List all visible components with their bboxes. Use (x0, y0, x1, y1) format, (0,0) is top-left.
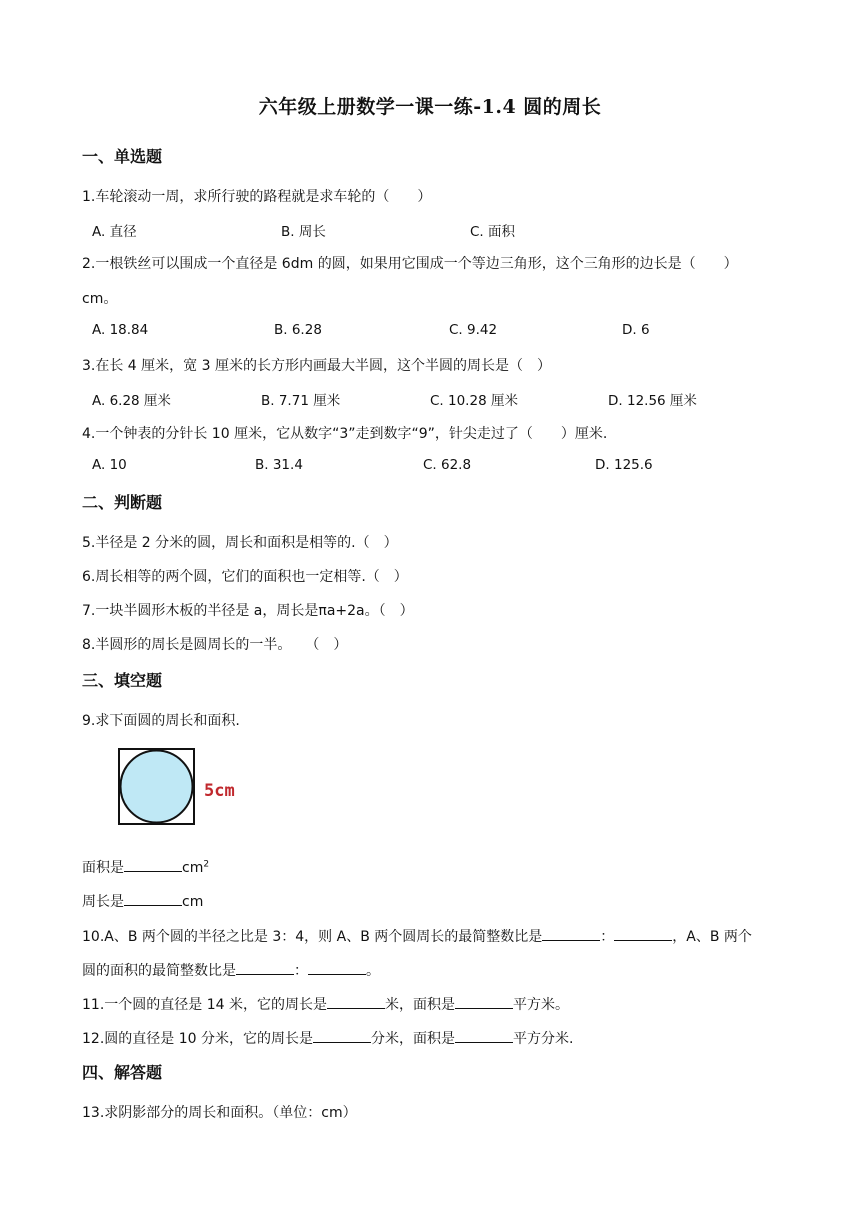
q4-option-b: B. 31.4 (255, 457, 303, 473)
question-8: 8.半圆形的周长是圆周长的一半。 （ ） (82, 637, 348, 653)
q12-blank-1[interactable] (313, 1030, 371, 1043)
question-2-cont: cm。 (82, 291, 118, 307)
q12-text-2: 分米，面积是 (370, 1031, 455, 1047)
question-13: 13.求阴影部分的周长和面积。（单位：cm） (82, 1105, 357, 1121)
q11-text-3: 平方米。 (512, 997, 569, 1013)
q12-text-3: 平方分米. (512, 1031, 574, 1047)
question-3: 3.在长 4 厘米，宽 3 厘米的长方形内画最大半圆，这个半圆的周长是（ ） (82, 358, 551, 374)
q3-option-d: D. 12.56 厘米 (608, 393, 697, 409)
q9-perimeter-unit: cm (182, 894, 204, 910)
q4-option-a: A. 10 (92, 457, 127, 473)
question-4: 4.一个钟表的分针长 10 厘米，它从数字“3”走到数字“9”，针尖走过了（ ）厘米. (82, 426, 608, 442)
q10-text-3: 圆的面积的最简整数比是 (82, 963, 236, 979)
section-heading-solve: 四、解答题 (82, 1063, 163, 1082)
question-5: 5.半径是 2 分米的圆，周长和面积是相等的.（ ） (82, 535, 398, 551)
q9-perimeter-line (82, 891, 203, 911)
q10-text-4: 。 (366, 963, 380, 979)
q9-area-unit-sup: 2 (203, 859, 210, 870)
question-9: 9.求下面圆的周长和面积. (82, 713, 240, 729)
q2-option-b: B. 6.28 (274, 322, 322, 338)
q12-text-1: 12.圆的直径是 10 分米，它的周长是 (82, 1031, 313, 1047)
q3-option-b: B. 7.71 厘米 (261, 393, 341, 409)
question-1: 1.车轮滚动一周，求所行驶的路程就是求车轮的（ ） (82, 189, 432, 205)
q9-perimeter-label: 周长是 (82, 894, 124, 910)
q10-blank-3[interactable] (236, 962, 294, 975)
q3-option-c: C. 10.28 厘米 (430, 393, 518, 409)
q1-option-a: A. 直径 (92, 224, 137, 240)
q10-text-2: ，A、B 两个 (672, 929, 752, 945)
q10-text-1: 10.A、B 两个圆的半径之比是 3：4，则 A、B 两个圆周长的最简整数比是 (82, 929, 543, 945)
section-heading-true-false: 二、判断题 (82, 493, 163, 512)
q9-area-label: 面积是 (82, 860, 124, 876)
q9-area-line (82, 857, 209, 877)
question-10-cont (82, 960, 380, 980)
q2-option-d: D. 6 (622, 322, 650, 338)
q9-area-unit: cm (182, 860, 204, 876)
page-title: 六年级上册数学一课一练-1.4 圆的周长 (258, 96, 602, 118)
circle-in-square-figure (118, 748, 248, 832)
question-10 (82, 926, 752, 946)
question-2: 2.一根铁丝可以围成一个直径是 6dm 的圆，如果用它围成一个等边三角形，这个三角形的边长是（ ） (82, 256, 738, 272)
q9-perimeter-blank[interactable] (124, 893, 182, 906)
q1-option-c: C. 面积 (470, 224, 516, 240)
q3-option-a: A. 6.28 厘米 (92, 393, 171, 409)
q1-option-b: B. 周长 (281, 224, 326, 240)
q12-blank-2[interactable] (455, 1030, 513, 1043)
q10-colon-2: ： (294, 963, 308, 979)
question-12 (82, 1028, 573, 1048)
q2-option-c: C. 9.42 (449, 322, 498, 338)
section-heading-single-choice: 一、单选题 (82, 147, 163, 166)
figure-dimension-label: 5cm (204, 781, 235, 801)
q11-blank-2[interactable] (455, 996, 513, 1009)
question-11 (82, 994, 569, 1014)
section-heading-fill-blank: 三、填空题 (82, 671, 163, 690)
q11-text-2: 米，面积是 (384, 997, 455, 1013)
q9-area-blank[interactable] (124, 859, 182, 872)
figure-circle (121, 751, 193, 823)
q4-option-c: C. 62.8 (423, 457, 472, 473)
q11-text-1: 11.一个圆的直径是 14 米，它的周长是 (82, 997, 327, 1013)
question-7: 7.一块半圆形木板的半径是 a，周长是πa+2a。（ ） (82, 603, 414, 619)
q2-option-a: A. 18.84 (92, 322, 149, 338)
q10-colon-1: ： (600, 929, 615, 945)
q4-option-d: D. 125.6 (595, 457, 653, 473)
q10-blank-4[interactable] (308, 962, 366, 975)
q11-blank-1[interactable] (327, 996, 385, 1009)
q10-blank-2[interactable] (614, 928, 672, 941)
question-6: 6.周长相等的两个圆，它们的面积也一定相等.（ ） (82, 569, 408, 585)
q10-blank-1[interactable] (542, 928, 600, 941)
